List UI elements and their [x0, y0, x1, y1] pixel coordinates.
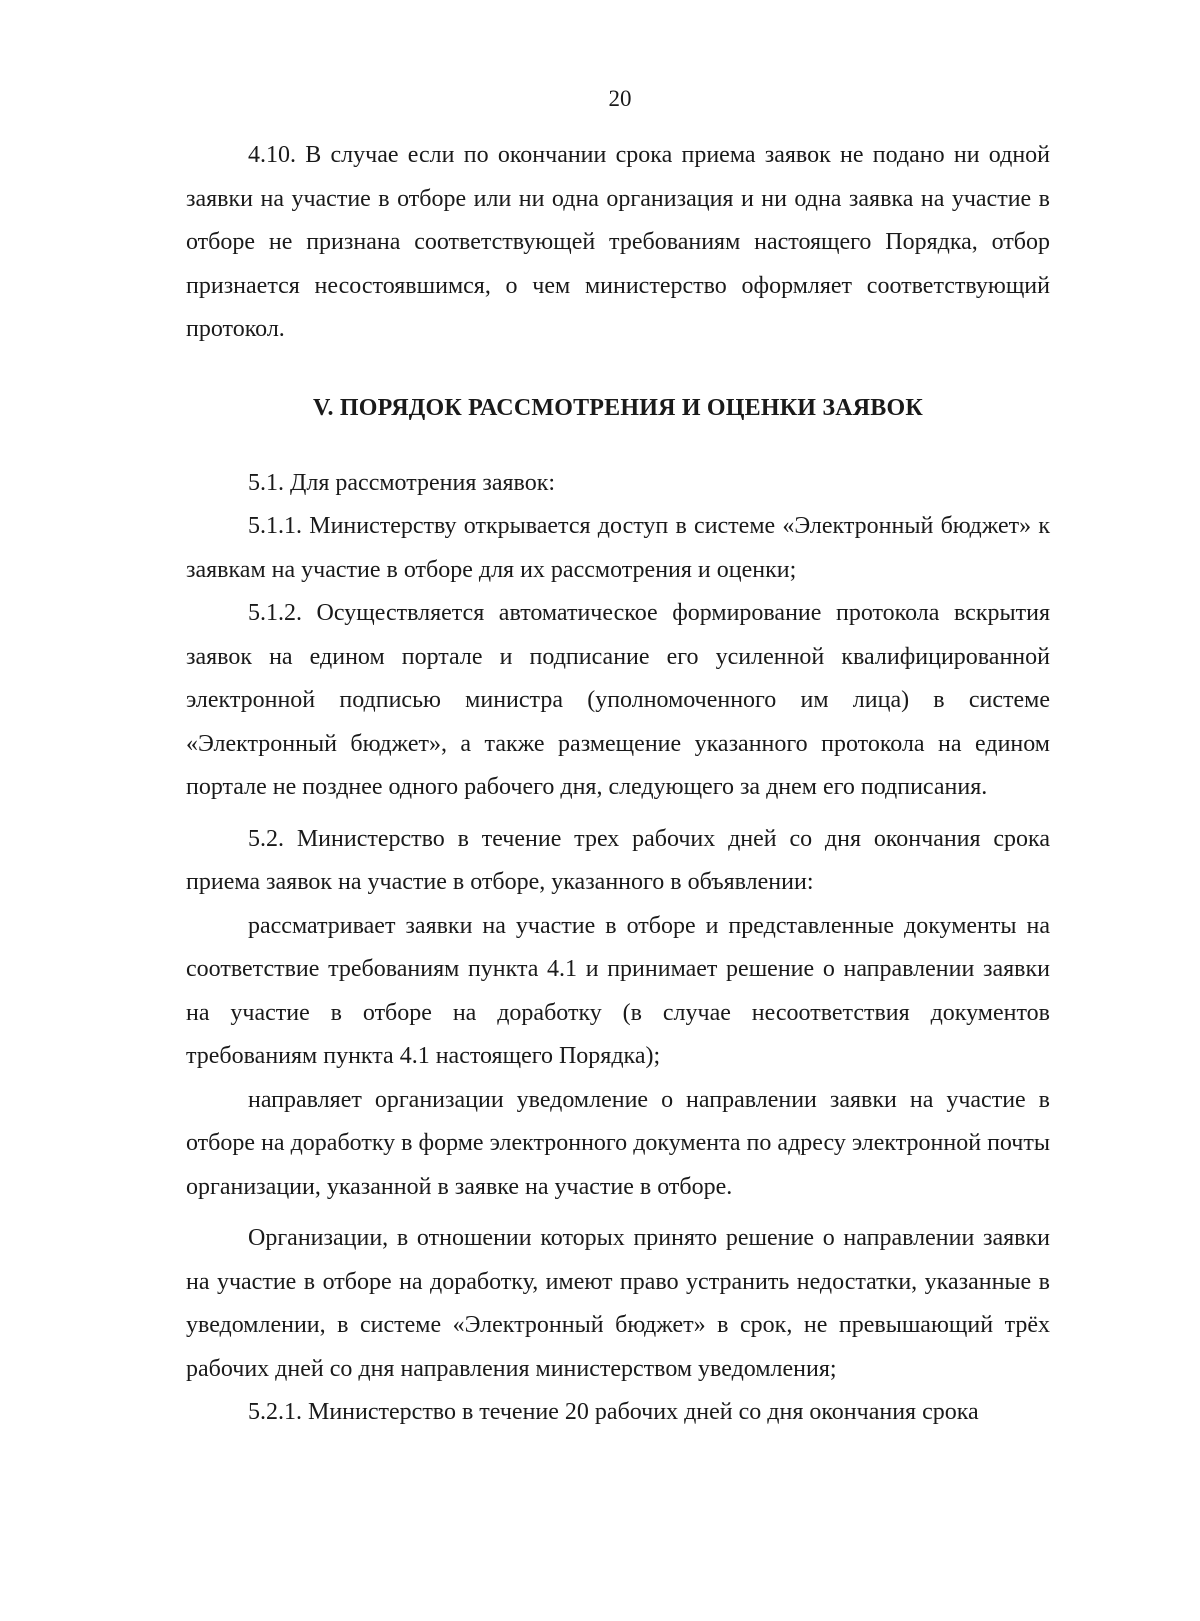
paragraph-sends-notification: направляет организации уведомление о направлении заявки на участие в отборе на доработку в форме электронного документа по адресу электронной почты организации, указанной в заявке на участие в отборе.: [186, 1086, 1050, 1200]
section-heading: V. ПОРЯДОК РАССМОТРЕНИЯ И ОЦЕНКИ ЗАЯВОК: [313, 394, 923, 421]
paragraph-organizations-rights: Организации, в отношении которых принято решение о направлении заявки на участие в отборе на доработку, имеют право устранить недостатки, указанные в уведомлении, в системе «Электронный бюджет» в срок, не превышающий трёх рабочих дней со дня направления министерством уведомления;: [186, 1225, 1050, 1382]
page-number: 20: [608, 86, 632, 111]
paragraph-5-2-1: 5.2.1. Министерство в течение 20 рабочих дней со дня окончания срока: [248, 1399, 979, 1425]
paragraph-5-2: 5.2. Министерство в течение трех рабочих дней со дня окончания срока приема заявок на участие в отборе, указанного в объявлении:: [186, 825, 1050, 895]
document-body: [186, 134, 1050, 1435]
paragraph-reviews-applications: рассматривает заявки на участие в отборе и представленные документы на соответствие требованиям пункта 4.1 и принимает решение о направлении заявки на участие в отборе на доработку (в случае несоответствия документов требованиям пункта 4.1 настоящего Порядка);: [186, 912, 1050, 1069]
paragraph-5-1: 5.1. Для рассмотрения заявок:: [248, 469, 556, 496]
paragraph-5-1-2: 5.1.2. Осуществляется автоматическое формирование протокола вскрытия заявок на едином портале и подписание его усиленной квалифицированной электронной подписью министра (уполномоченного им лица) в системе «Электронный бюджет», а также размещение указанного протокола на едином портале не позднее одного рабочего дня, следующего за днем его подписания.: [186, 600, 1050, 800]
paragraph-5-1-1: 5.1.1. Министерству открывается доступ в системе «Электронный бюджет» к заявкам на участие в отборе для их рассмотрения и оценки;: [186, 513, 1050, 583]
paragraph-4-10: 4.10. В случае если по окончании срока приема заявок не подано ни одной заявки на участие в отборе или ни одна организация и ни одна заявка на участие в отборе не признана соответствующей требованиям настоящего Порядка, отбор признается несостоявшимся, о чем министерство оформляет соответствующий протокол.: [186, 142, 1050, 342]
